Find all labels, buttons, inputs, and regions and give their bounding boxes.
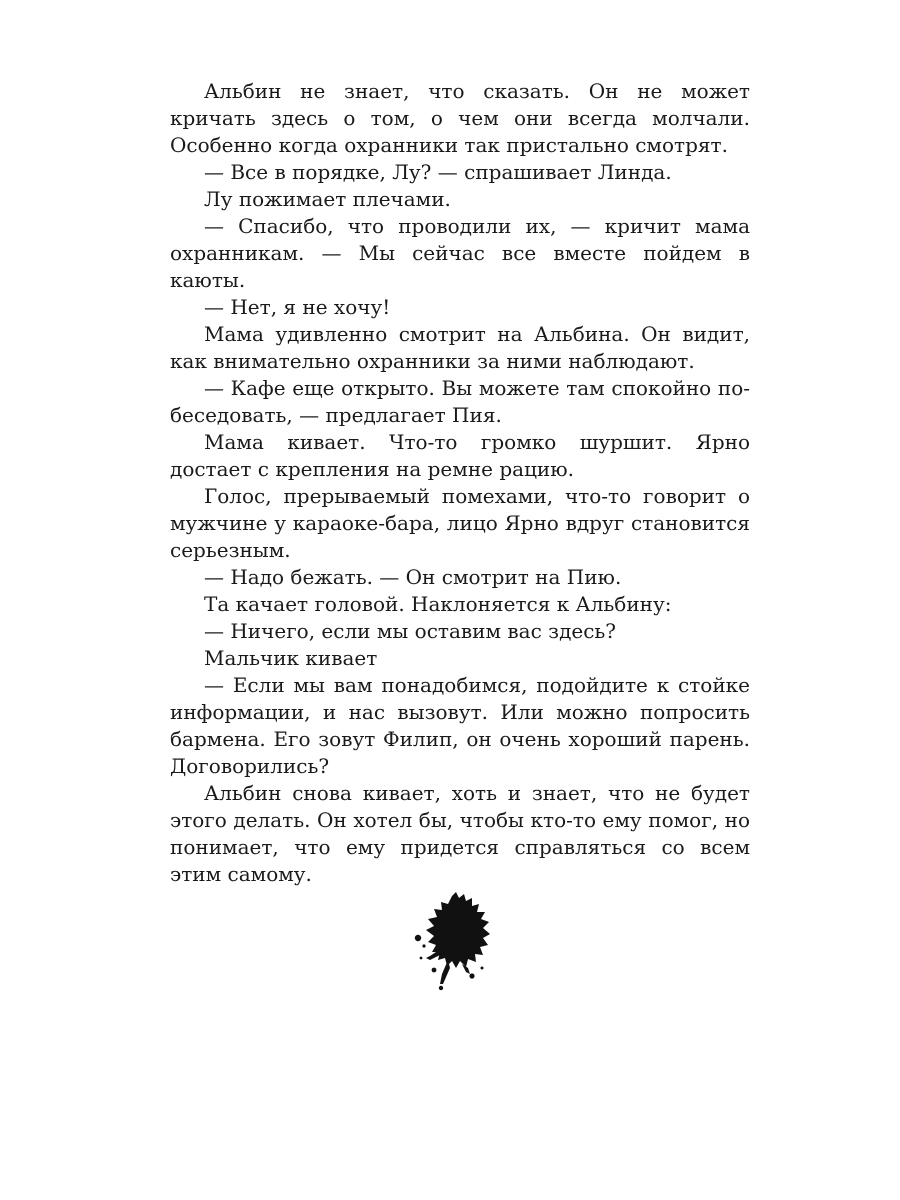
paragraph: Альбин не знает, что сказать. Он не может кричать здесь о том, о чем они всегда молчали. Особенно когда охранники так пристально смотрят. (170, 79, 750, 157)
paragraph: — Надо бежать. — Он смотрит на Пию. (204, 565, 622, 589)
body-text (170, 78, 750, 888)
ink-blot-icon (412, 888, 496, 992)
paragraph: Мальчик кивает (204, 646, 378, 670)
paragraph: Та качает головой. Наклоняется к Альбину: (204, 592, 672, 616)
paragraph: — Все в порядке, Лу? — спрашивает Линда. (204, 160, 672, 184)
paragraph: Лу пожимает плечами. (204, 187, 451, 211)
paragraph: Альбин снова кивает, хоть и знает, что не будет этого делать. Он хотел бы, чтобы кто-то ему помог, но понимает, что ему придется справляться со всем этим самому. (170, 781, 750, 886)
paragraph: Мама удивленно смотрит на Альбина. Он видит, как внимательно охранники за ними наблюдают. (170, 322, 750, 373)
paragraph: Мама кивает. Что-то громко шуршит. Ярно достает с крепления на ремне рацию. (170, 430, 750, 481)
paragraph: — Нет, я не хочу! (204, 295, 391, 319)
paragraph: — Ничего, если мы оставим вас здесь? (204, 619, 617, 643)
paragraph: — Спасибо, что проводили их, — кричит мама охранникам. — Мы сейчас все вместе пойдем в каюты. (170, 214, 750, 292)
paragraph: Голос, прерываемый помехами, что-то говорит о мужчине у караоке-бара, лицо Ярно вдруг становится серьезным. (170, 484, 750, 562)
paragraph: — Если мы вам понадобимся, подойдите к стойке информации, и нас вызовут. Или можно попросить бармена. Его зовут Филип, он очень хороший парень. Договорились? (170, 673, 750, 778)
paragraph: — Кафе еще открыто. Вы можете там спокойно побеседовать, — предлагает Пия. (170, 376, 750, 427)
